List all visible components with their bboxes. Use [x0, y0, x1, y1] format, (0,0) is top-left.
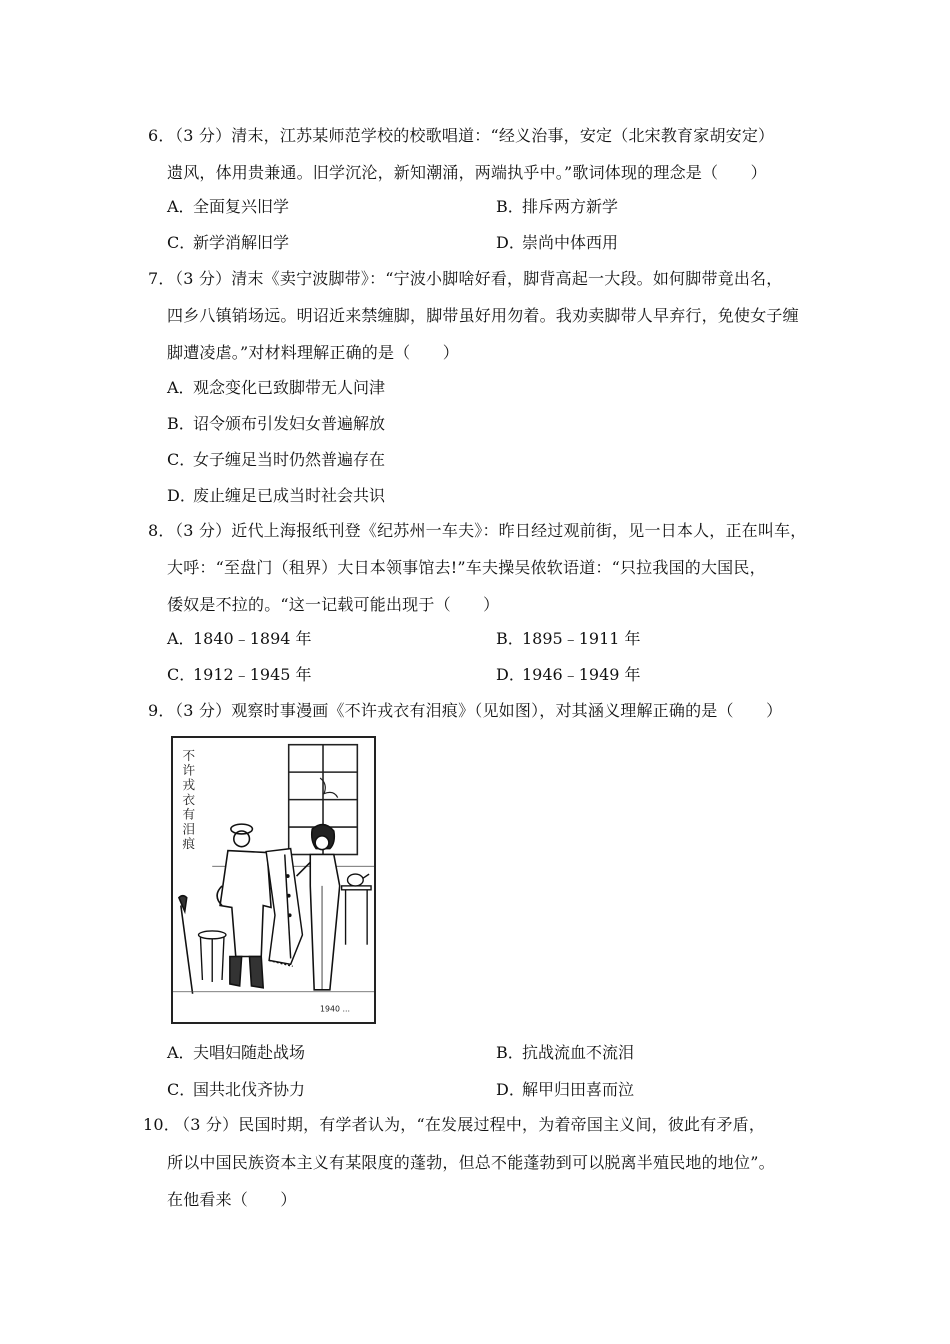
option-d[interactable]: D．解甲归田喜而泣 — [496, 1080, 635, 1099]
cartoon-caption — [179, 749, 194, 852]
option-c[interactable]: C．女子缠足当时仍然普遍存在 — [167, 450, 386, 469]
question-number: 7． — [148, 269, 175, 288]
cartoon-image — [171, 736, 376, 1024]
question-stem-line: 脚遭凌虐。”对材料理解正确的是（ ） — [167, 343, 459, 362]
cartoon-date: 1940 ... — [320, 1004, 350, 1014]
option-b[interactable]: B．1895﹣1911 年 — [496, 629, 641, 648]
question-stem-line: （3 分）观察时事漫画《不许戎衣有泪痕》（见如图），对其涵义理解正确的是（ ） — [167, 701, 783, 720]
question-stem-line: 倭奴是不拉的。“这一记载可能出现于（ ） — [167, 595, 500, 614]
side-table — [342, 874, 371, 945]
option-b[interactable]: B．排斥两方新学 — [496, 197, 619, 216]
question-number: 10． — [143, 1115, 180, 1134]
question-stem-line: 大呼：“至盘门（租界）大日本领事馆去!”车夫操吴侬软语道：“只拉我国的大国民， — [167, 558, 766, 577]
option-c[interactable]: C．1912﹣1945 年 — [167, 665, 312, 684]
option-b[interactable]: B．诏令颁布引发妇女普遍解放 — [167, 414, 386, 433]
option-a[interactable]: A．1840﹣1894 年 — [167, 629, 312, 648]
option-a[interactable]: A．夫唱妇随赴战场 — [167, 1043, 306, 1062]
option-a[interactable]: A．观念变化已致脚带无人问津 — [167, 378, 386, 397]
question-stem-line: 所以中国民族资本主义有某限度的蓬勃，但总不能蓬勃到可以脱离半殖民地的地位”。 — [167, 1153, 775, 1172]
option-d[interactable]: D．废止缠足已成当时社会共识 — [167, 486, 386, 505]
option-a[interactable]: A．全面复兴旧学 — [167, 197, 290, 216]
question-stem-line: （3 分）清末《卖宁波脚带》：“宁波小脚啥好看，脚背高起一大段。如何脚带竟出名， — [167, 269, 783, 288]
rifle — [179, 896, 193, 994]
question-stem-line: 遗风，体用贵兼通。旧学沉沦，新知潮涌，两端执乎中。”歌词体现的理念是（ ） — [167, 163, 767, 182]
option-d[interactable]: D．1946﹣1949 年 — [496, 665, 641, 684]
question-stem-line: （3 分）近代上海报纸刊登《纪苏州一车夫》：昨日经过观前街，见一日本人，正在叫车， — [167, 521, 807, 540]
question-stem-line: 在他看来（ ） — [167, 1190, 297, 1209]
question-stem-line: （3 分）民国时期，有学者认为，“在发展过程中，为着帝国主义间，彼此有矛盾， — [174, 1115, 766, 1134]
option-d[interactable]: D．崇尚中体西用 — [496, 233, 619, 252]
question-number: 6． — [148, 126, 175, 145]
option-b[interactable]: B．抗战流血不流泪 — [496, 1043, 635, 1062]
cartoon-caption-text: 不许戎衣有泪痕 — [179, 748, 195, 852]
option-c[interactable]: C．新学消解旧学 — [167, 233, 290, 252]
question-stem-line: （3 分）清末，江苏某师范学校的校歌唱道：“经义治事，安定（北宋教育家胡安定） — [167, 126, 775, 145]
question-number: 8． — [148, 521, 175, 540]
woman-figure — [297, 825, 340, 990]
option-c[interactable]: C．国共北伐齐协力 — [167, 1080, 306, 1099]
question-number: 9． — [148, 701, 175, 720]
stool — [198, 931, 225, 982]
question-stem-line: 四乡八镇销场远。明诏近来禁缠脚，脚带虽好用勿着。我劝卖脚带人早弃行，免使女子缠 — [167, 306, 799, 325]
soldier-figure — [217, 824, 271, 988]
